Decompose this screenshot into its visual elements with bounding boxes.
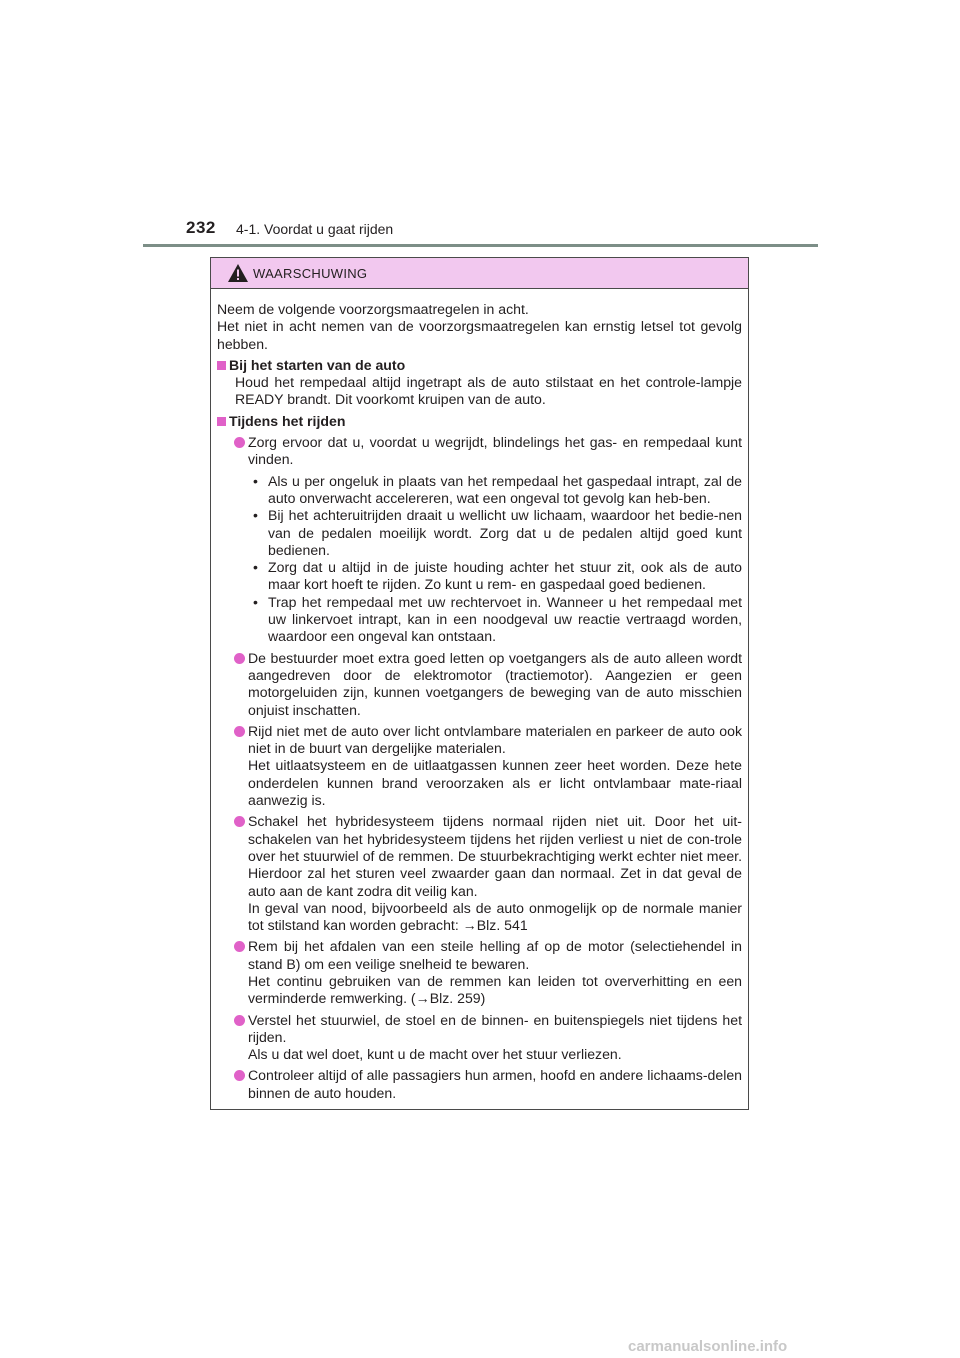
round-bullet-icon [234,653,245,664]
section-text: Houd het rempedaal altijd ingetrapt als de auto stilstaat en het controle-lampje READY brandt. Dit voorkomt kruipen van de auto. [235,374,742,408]
round-bullet-icon [234,1015,245,1026]
warning-box [210,257,749,1110]
header-rule [143,244,818,247]
sub-list [248,473,742,646]
subheading: Tijdens het rijden [217,413,742,430]
square-bullet-icon [217,361,226,370]
warning-header [211,258,748,289]
intro-line: Het niet in acht nemen van de voorzorgsmaatregelen kan ernstig letsel tot gevolg hebben. [217,318,742,352]
intro-line: Neem de volgende voorzorgsmaatregelen in acht. [217,301,529,317]
subheading: Bij het starten van de auto [217,357,742,374]
round-bullet-icon [234,726,245,737]
round-bullet-icon [234,437,245,448]
round-bullet-icon [234,816,245,827]
list-item: Verstel het stuurwiel, de stoel en de binnen- en buitenspiegels niet tijdens het rijden. Als u dat wel doet, kunt u de macht over het stuur verliezen. [217,1012,742,1064]
round-bullet-icon [234,941,245,952]
list-item: Zorg ervoor dat u, voordat u wegrijdt, blindelings het gas- en rempedaal kunt vinden. [217,434,742,469]
round-bullet-icon [234,1070,245,1081]
sub-list-item: • Zorg dat u altijd in de juiste houding achter het stuur zit, ook als de auto maar kort hoeft te rijden. Zo kunt u rem- en gaspedaal goed bedienen. [253,559,742,593]
warning-triangle-icon [227,263,249,283]
list-item: Rem bij het afdalen van een steile helling af op de motor (selectiehendel in stand B) om een veilige snelheid te bewaren. Het continu gebruiken van de remmen kan leiden tot oververhitting en een verminderde remwerking. (→Blz. 259) [217,938,742,1007]
sub-list-item: • Trap het rempedaal met uw rechtervoet in. Wanneer u het rempedaal met uw linkervoet intrapt, kan in een noodgeval uw reactie vertraagd worden, waardoor een ongeval kan ontstaan. [253,593,742,645]
warning-body [211,289,748,1102]
page-number: 232 [186,218,216,237]
warning-title: WAARSCHUWING [253,266,368,281]
watermark: carmanualsonline.info [628,1338,788,1355]
list-item: Rijd niet met de auto over licht ontvlambare materialen en parkeer de auto ook niet in de buurt van dergelijke materialen. Het uitlaatsysteem en de uitlaatgassen kunnen zeer heet worden. Deze hete onderdelen kunnen brand veroorzaken als er licht ontvlambaar mate-riaal aanwezig is. [217,723,742,809]
sub-list-item: • Als u per ongeluk in plaats van het rempedaal het gaspedaal intrapt, zal de auto onverwacht accelereren, wat een ongeval tot gevolg kan heb-ben. [253,472,742,506]
list-item: Schakel het hybridesysteem tijdens normaal rijden niet uit. Door het uit-schakelen van het hybridesysteem tijdens het rijden verliest u niet de con-trole over het stuurwiel of de remmen. De stuurbekrachtiging werkt echter niet meer. Hierdoor zal het sturen veel zwaarder gaan dan normaal. Zet in dat geval de auto aan de kant zodra dit veilig kan. In geval van nood, bijvoorbeeld als de auto onmogelijk op de normale manier tot stilstand kan worden gebracht: →Blz. 541 [217,813,742,934]
list-item: Controleer altijd of alle passagiers hun armen, hoofd en andere lichaams-delen binnen de auto houden. [217,1067,742,1102]
sub-list-item: • Bij het achteruitrijden draait u wellicht uw lichaam, waardoor het bedie-nen van de pedalen moeilijk wordt. Zorg dat u de pedalen altijd goed kunt bedienen. [253,507,742,558]
square-bullet-icon [217,417,226,426]
list-item: De bestuurder moet extra goed letten op voetgangers als de auto alleen wordt aangedreven door de elektromotor (tractiemotor). Aangezien er geen motorgeluiden zijn, kunnen voetgangers de beweging van de auto misschien onjuist inschatten. [217,650,742,719]
section-title: 4-1. Voordat u gaat rijden [236,221,394,237]
